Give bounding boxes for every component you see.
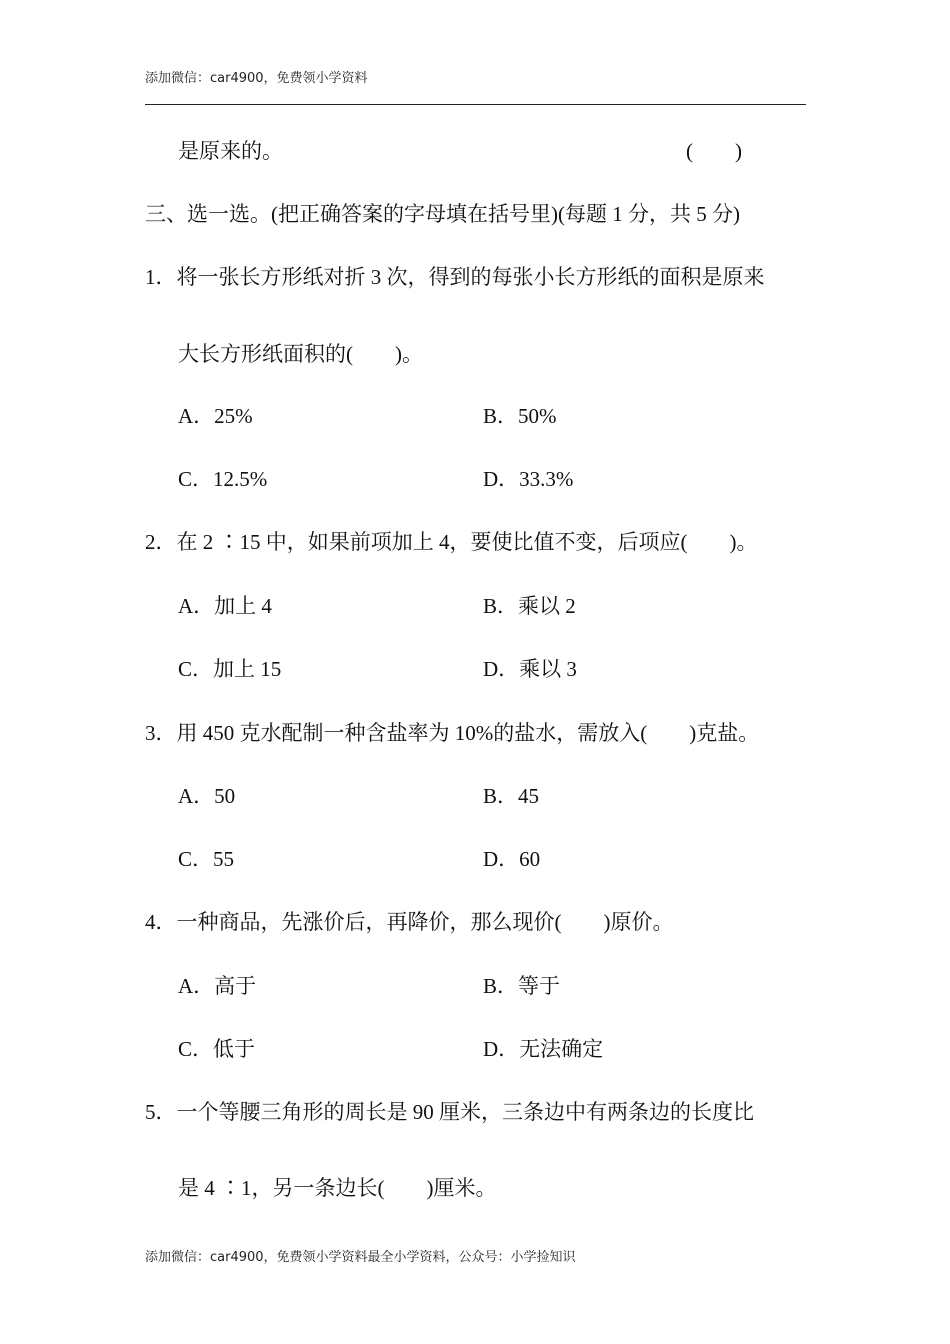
question-4-option-c: C．低于 xyxy=(178,1037,256,1061)
question-3-option-c: C．55 xyxy=(178,847,235,871)
question-2-option-a: A．加上 4 xyxy=(178,594,272,618)
page-header: 添加微信：car4900，免费领小学资料 xyxy=(145,71,368,86)
question-2-option-b: B．乘以 2 xyxy=(483,594,576,618)
question-3-option-d: D．60 xyxy=(483,847,541,871)
question-5-line-2: 是 4 ∶1，另一条边长( )厘米。 xyxy=(178,1176,497,1200)
question-4-option-d: D．无法确定 xyxy=(483,1037,604,1061)
page-footer: 添加微信：car4900，免费领小学资料最全小学资料，公众号：小学捡知识 xyxy=(145,1250,576,1265)
question-2-line-1: 2．在 2 ∶15 中，如果前项加上 4，要使比值不变，后项应( )。 xyxy=(145,530,758,554)
question-2-option-c: C．加上 15 xyxy=(178,657,282,681)
question-1-option-b: B．50% xyxy=(483,404,557,428)
question-3-line-1: 3．用 450 克水配制一种含盐率为 10%的盐水，需放入( )克盐。 xyxy=(145,721,760,745)
question-4-line-1: 4．一种商品，先涨价后，再降价，那么现价( )原价。 xyxy=(145,910,674,934)
question-4-option-a: A．高于 xyxy=(178,974,257,998)
question-1-option-d: D．33.3% xyxy=(483,467,574,491)
question-1-line-2: 大长方形纸面积的( )。 xyxy=(178,342,423,366)
question-1-option-a: A．25% xyxy=(178,404,253,428)
prev-item-text: 是原来的。 xyxy=(178,139,283,163)
question-1-line-1: 1．将一张长方形纸对折 3 次，得到的每张小长方形纸的面积是原来 xyxy=(145,265,765,289)
question-3-option-a: A．50 xyxy=(178,784,236,808)
prev-item-answer-bracket: ( ) xyxy=(686,139,742,163)
question-4-option-b: B．等于 xyxy=(483,974,561,998)
header-divider xyxy=(145,104,806,105)
question-1-option-c: C．12.5% xyxy=(178,467,268,491)
section-title: 三、选一选。(把正确答案的字母填在括号里)(每题 1 分，共 5 分) xyxy=(145,202,740,226)
question-3-option-b: B．45 xyxy=(483,784,540,808)
question-2-option-d: D．乘以 3 xyxy=(483,657,577,681)
question-5-line-1: 5．一个等腰三角形的周长是 90 厘米，三条边中有两条边的长度比 xyxy=(145,1100,754,1124)
